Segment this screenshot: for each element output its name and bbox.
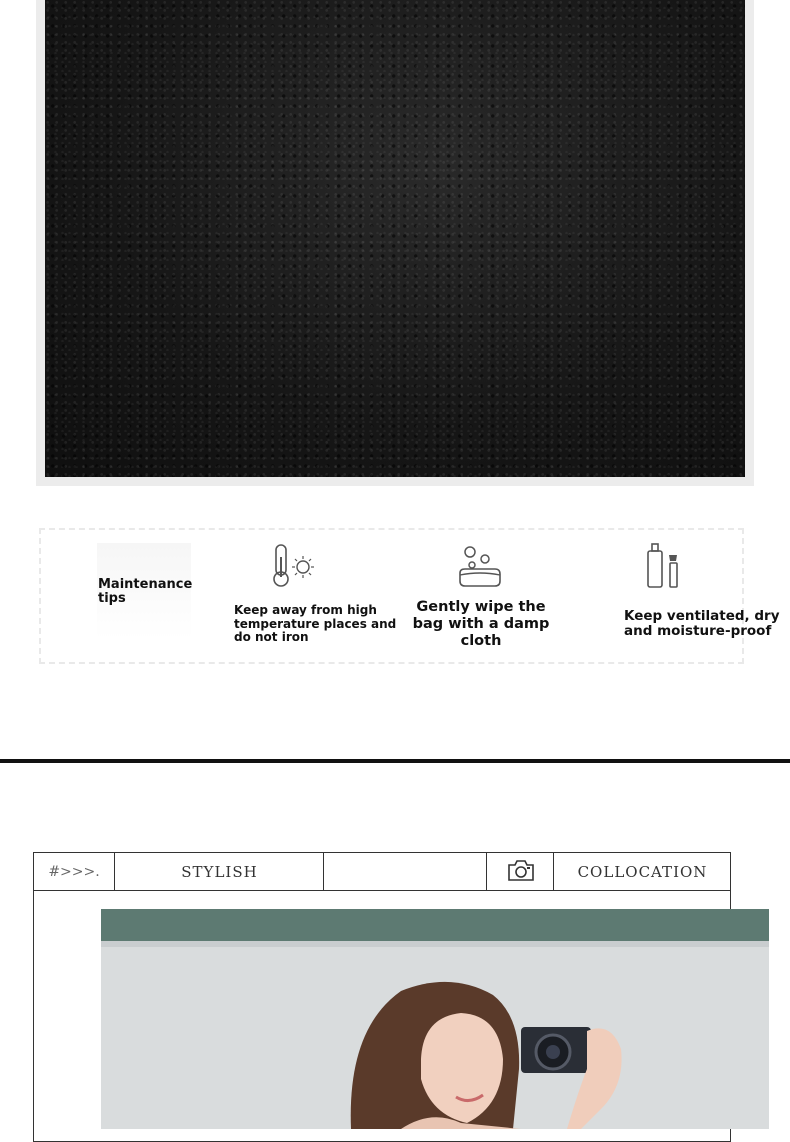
tip-heat-text: Keep away from high temperature places and do not iron <box>234 603 397 644</box>
maintenance-tips-heading: Maintenance tips <box>98 577 193 606</box>
bottles-icon <box>644 541 684 589</box>
leather-texture-image <box>45 0 745 477</box>
tip-wipe-text: Gently wipe the bag with a damp cloth <box>412 599 550 649</box>
collocation-label: COLLOCATION <box>577 862 708 881</box>
camera-icon <box>507 858 535 886</box>
stylish-label: STYLISH <box>181 862 258 881</box>
thermometer-sun-icon <box>270 543 320 589</box>
hash-label: #>>>. <box>48 863 100 880</box>
blank-cell <box>324 852 487 891</box>
wipe-cloth-icon <box>456 543 504 589</box>
tip-ventilate-text: Keep ventilated, dry and moisture-proof <box>624 608 780 639</box>
model-photo <box>101 909 769 1129</box>
section-divider <box>0 759 790 763</box>
camera-cell <box>487 852 554 891</box>
